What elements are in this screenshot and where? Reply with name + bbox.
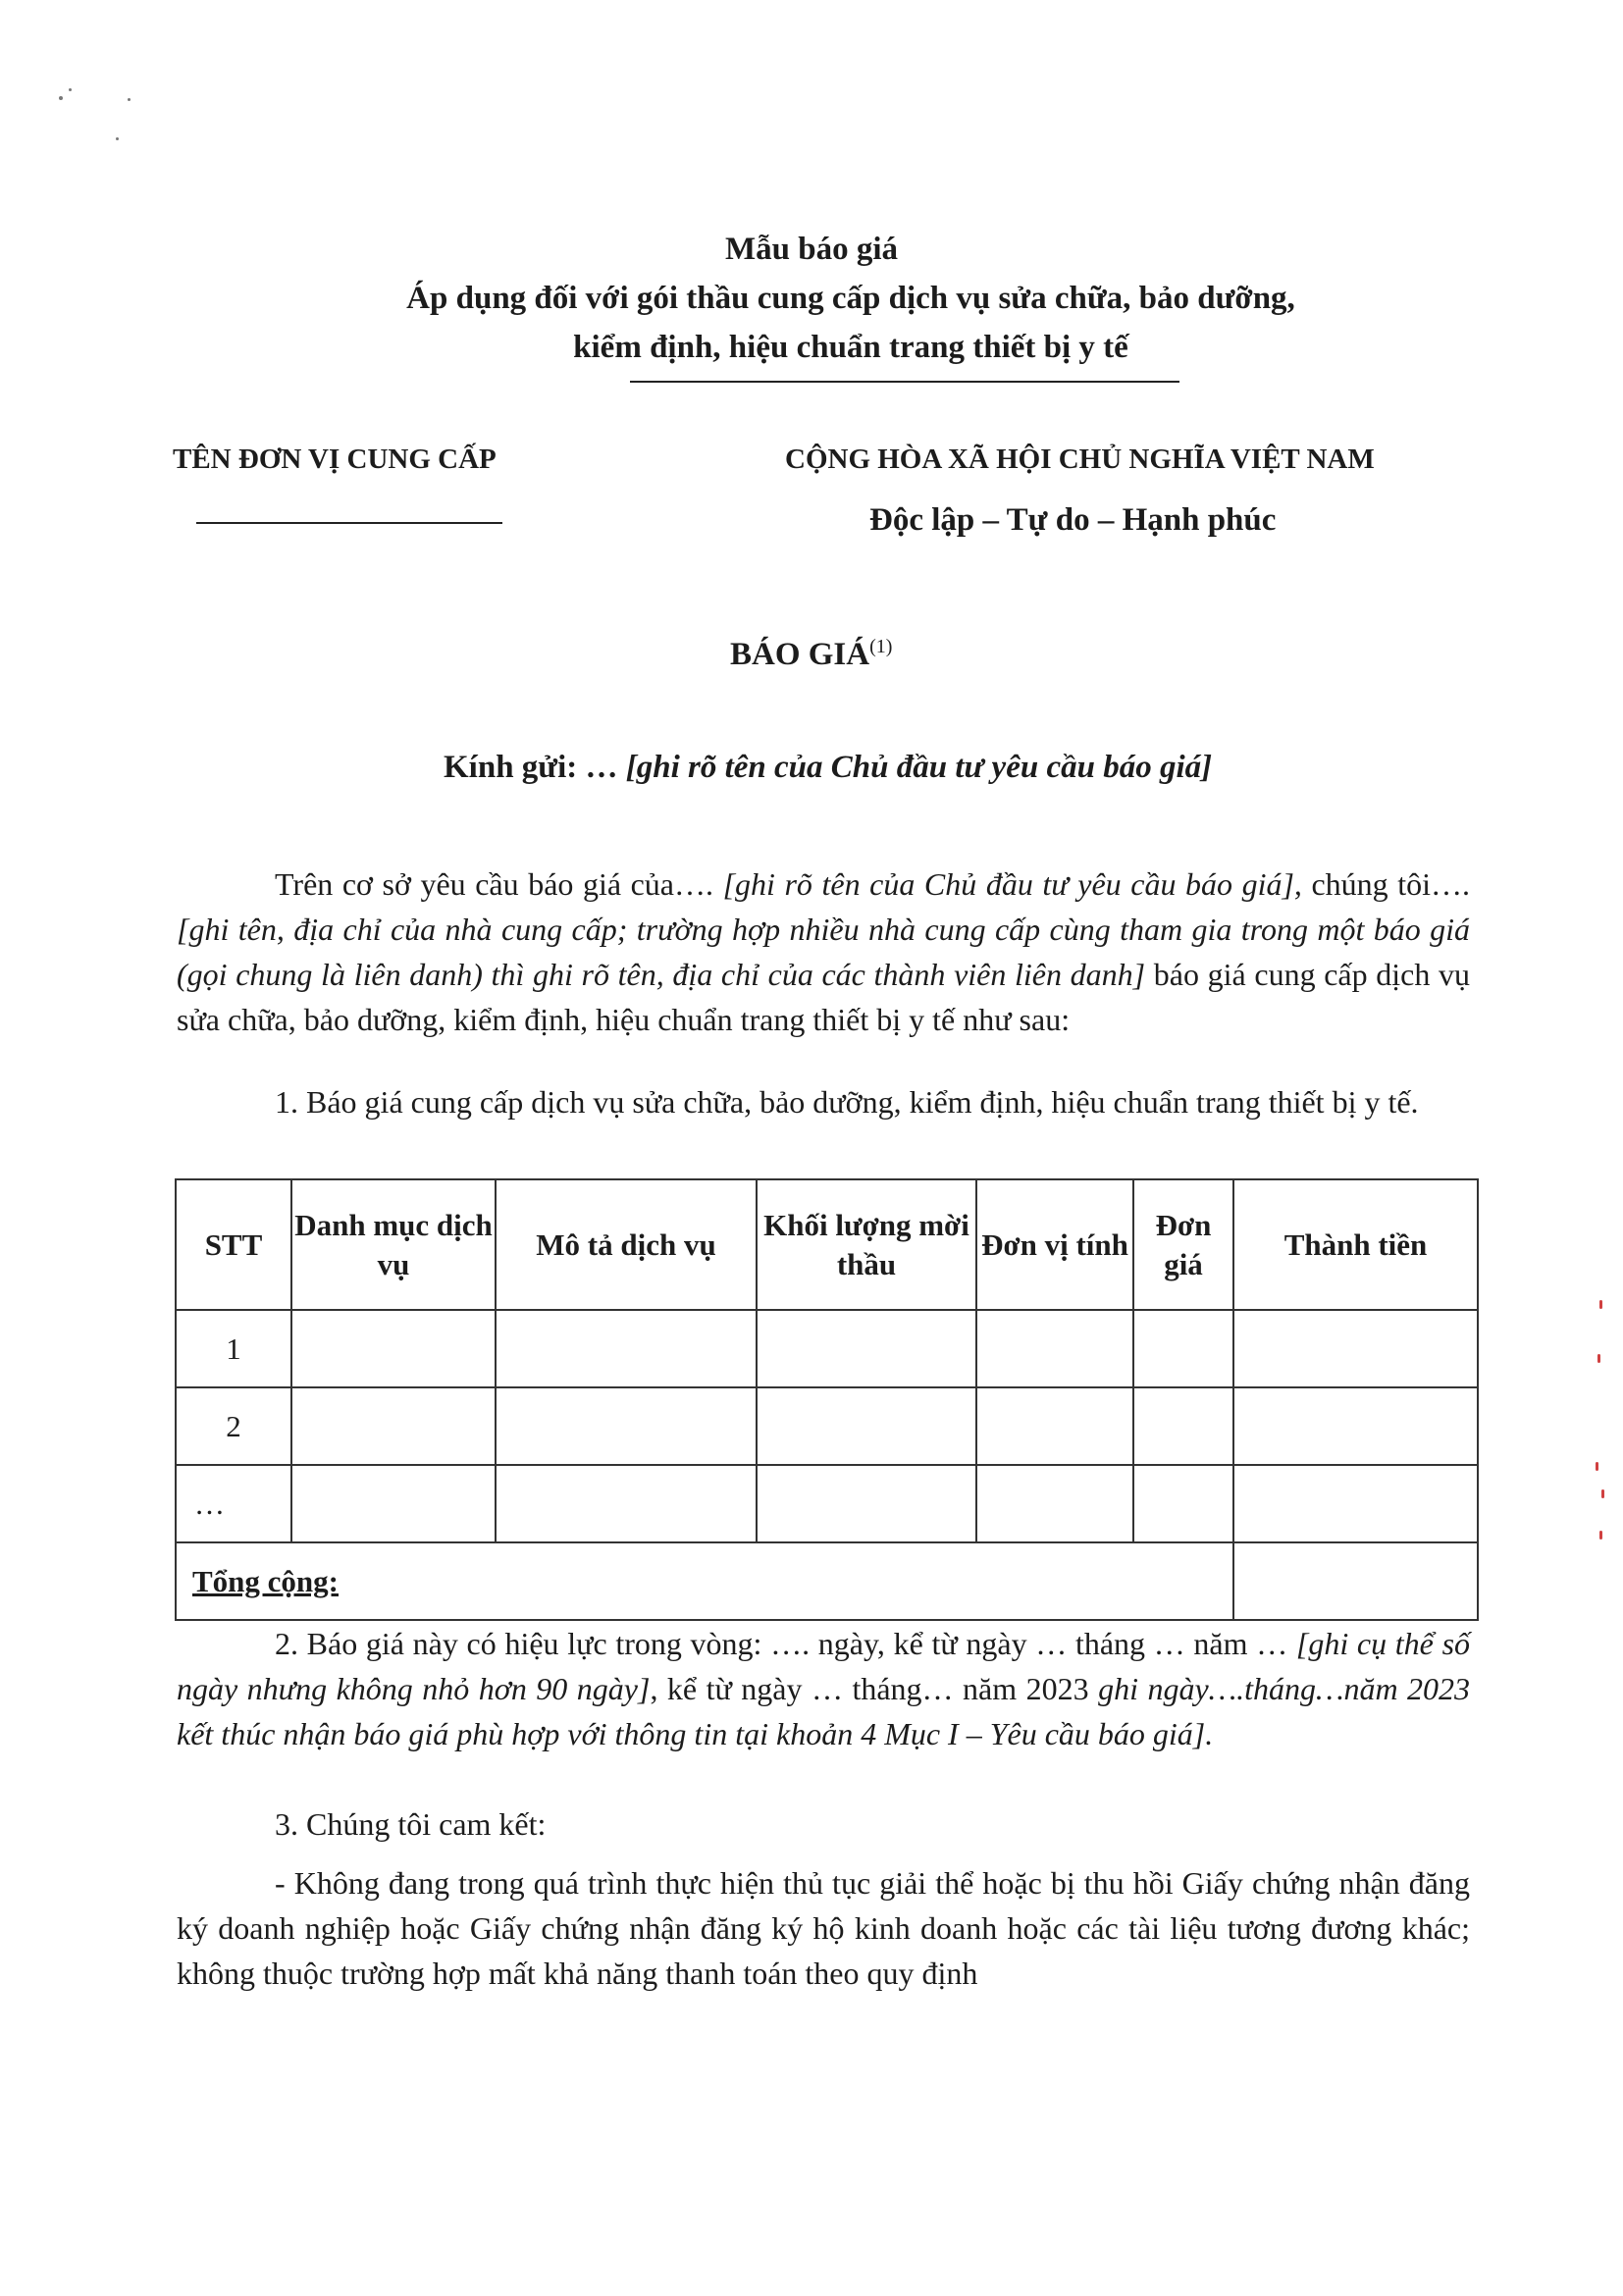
table-cell[interactable]: [1133, 1310, 1233, 1387]
header-stt: STT: [176, 1179, 291, 1310]
header-mo-ta: Mô tả dịch vụ: [496, 1179, 757, 1310]
table-cell[interactable]: [976, 1310, 1133, 1387]
intro-text-1: Trên cơ sở yêu cầu báo giá của….: [275, 866, 714, 902]
quote-title-text: BÁO GIÁ: [730, 637, 870, 672]
header-khoi-luong: Khối lượng mời thầu: [757, 1179, 976, 1310]
table-cell[interactable]: [1133, 1465, 1233, 1542]
quote-table: [175, 1178, 1479, 1621]
intro-text-3: báo giá cung cấp dịch vụ sửa chữa, bảo dưỡng, kiểm định, hiệu chuẩn trang thiết bị y tế như sau:: [177, 957, 1471, 1037]
section-1-text: 1. Báo giá cung cấp dịch vụ sửa chữa, bảo dưỡng, kiểm định, hiệu chuẩn trang thiết bị y tế.: [275, 1084, 1419, 1120]
scan-speck: [116, 137, 119, 140]
intro-placeholder-2: [ghi tên, địa chỉ của nhà cung cấp; trường hợp nhiều nhà cung cấp cùng tham gia trong một báo giá (gọi chung là liên danh) thì ghi rõ tên, địa chỉ của các thành viên liên danh]: [177, 912, 1470, 992]
addressee-line: [444, 750, 1212, 786]
national-title: CỘNG HÒA XÃ HỘI CHỦ NGHĨA VIỆT NAM: [785, 444, 1375, 475]
scan-red-mark: [1597, 1354, 1600, 1363]
table-cell[interactable]: [496, 1387, 757, 1465]
national-motto: Độc lập – Tự do – Hạnh phúc: [869, 502, 1277, 538]
table-total-row: [176, 1542, 1478, 1620]
supplier-name-label: TÊN ĐƠN VỊ CUNG CẤP: [173, 444, 497, 475]
scan-speck: [69, 88, 72, 91]
table-cell[interactable]: [1233, 1310, 1478, 1387]
table-cell[interactable]: [496, 1310, 757, 1387]
section-2: [177, 1621, 1470, 1756]
form-subtitle-line1: Áp dụng đối với gói thầu cung cấp dịch vụ sửa chữa, bảo dưỡng,: [406, 281, 1295, 316]
table-cell[interactable]: [291, 1387, 496, 1465]
intro-text-2: chúng tôi….: [1311, 866, 1471, 902]
scan-speck: [128, 98, 131, 101]
table-header-row: [176, 1179, 1478, 1310]
table-cell[interactable]: [291, 1465, 496, 1542]
table-cell[interactable]: [757, 1387, 976, 1465]
total-value-cell[interactable]: [1233, 1542, 1478, 1620]
supplier-name-line: [196, 522, 502, 524]
section-3-bullet-1-text: - Không đang trong quá trình thực hiện thủ tục giải thể hoặc bị thu hồi Giấy chứng nhận đăng ký doanh nghiệp hoặc Giấy chứng nhận đăng ký hộ kinh doanh hoặc các tài liệu tương đương khác; không thuộc trường hợp mất khả năng thanh toán theo quy định: [177, 1865, 1470, 1991]
footnote-marker: (1): [869, 636, 893, 657]
intro-placeholder-1: [ghi rõ tên của Chủ đầu tư yêu cầu báo giá],: [722, 866, 1302, 902]
table-cell[interactable]: [496, 1465, 757, 1542]
addressee-prefix: Kính gửi: …: [444, 750, 618, 785]
addressee-placeholder: [ghi rõ tên của Chủ đầu tư yêu cầu báo giá]: [625, 750, 1213, 785]
table-cell[interactable]: [1233, 1465, 1478, 1542]
table-cell[interactable]: [976, 1387, 1133, 1465]
header-thanh-tien: Thành tiền: [1233, 1179, 1478, 1310]
section-2-placeholder-1: [ghi cụ thể số ngày nhưng không nhỏ hơn 90 ngày]: [177, 1626, 1471, 1706]
quote-title: [730, 636, 892, 673]
table-row: [176, 1387, 1478, 1465]
section-3-heading: [177, 1801, 1470, 1847]
total-label: Tổng cộng:: [176, 1542, 1233, 1620]
scan-red-mark: [1601, 1489, 1604, 1498]
table-cell[interactable]: [1133, 1387, 1233, 1465]
table-cell[interactable]: [757, 1465, 976, 1542]
table-cell[interactable]: [976, 1465, 1133, 1542]
table-row: [176, 1310, 1478, 1387]
scan-speck: [59, 96, 63, 100]
row-stt: 2: [176, 1387, 291, 1465]
section-2-text-2: , kể từ ngày … tháng… năm 2023: [650, 1671, 1089, 1706]
row-stt: 1: [176, 1310, 291, 1387]
title-underline: [630, 381, 1179, 383]
intro-paragraph: [177, 861, 1470, 1042]
scan-red-mark: [1599, 1300, 1602, 1309]
table-row: [176, 1465, 1478, 1542]
table-cell[interactable]: [291, 1310, 496, 1387]
section-2-text-1: 2. Báo giá này có hiệu lực trong vòng: …. ngày, kể từ ngày … tháng … năm …: [275, 1626, 1288, 1661]
section-3-heading-text: 3. Chúng tôi cam kết:: [275, 1806, 547, 1842]
form-subtitle-line2: kiểm định, hiệu chuẩn trang thiết bị y tế: [573, 330, 1128, 365]
table-cell[interactable]: [757, 1310, 976, 1387]
section-1: [177, 1079, 1470, 1124]
section-3-bullet-1: [177, 1860, 1470, 1996]
header-don-gia: Đơn giá: [1133, 1179, 1233, 1310]
section-2-placeholder-2: ghi ngày….tháng…năm 2023 kết thúc nhận báo giá phù hợp với thông tin tại khoản 4 Mục I – Yêu cầu báo giá].: [177, 1671, 1471, 1751]
form-title: Mẫu báo giá: [724, 232, 899, 267]
scan-red-mark: [1599, 1531, 1602, 1539]
header-don-vi: Đơn vị tính: [976, 1179, 1133, 1310]
scan-red-mark: [1596, 1462, 1598, 1471]
table-cell[interactable]: [1233, 1387, 1478, 1465]
row-stt: …: [176, 1465, 291, 1542]
header-danh-muc: Danh mục dịch vụ: [291, 1179, 496, 1310]
